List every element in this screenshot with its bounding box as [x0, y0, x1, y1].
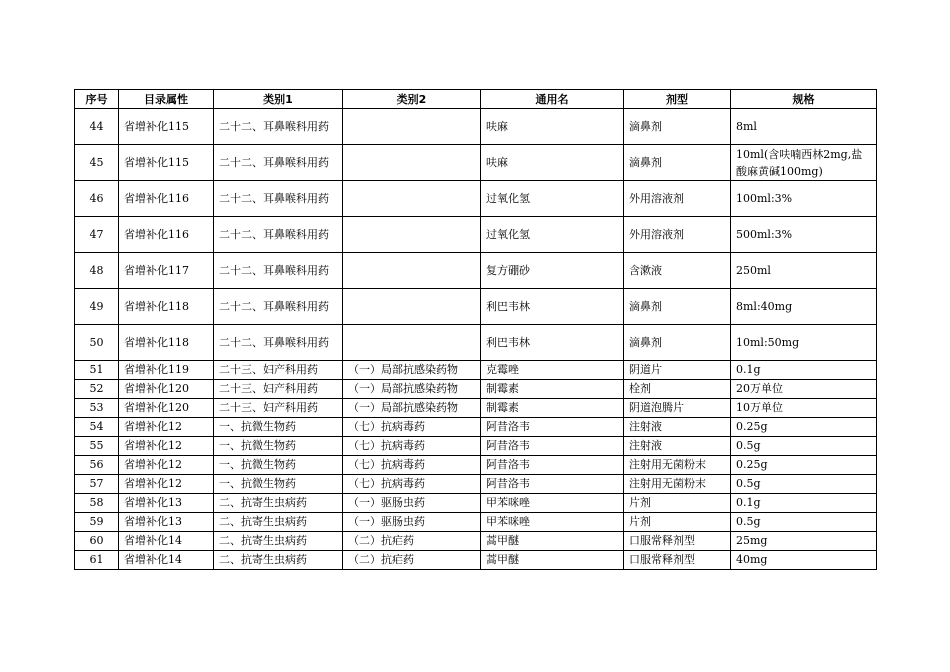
cell-category-1: 二、抗寄生虫病药: [214, 532, 343, 551]
cell-dosage-form: 栓剂: [624, 380, 731, 399]
cell-generic-name: 复方硼砂: [481, 253, 624, 289]
cell-generic-name: 制霉素: [481, 399, 624, 418]
cell-category-2: [343, 253, 481, 289]
table-row: [75, 494, 877, 513]
cell-generic-name: 克霉唑: [481, 361, 624, 380]
cell-specification: 20万单位: [731, 380, 877, 399]
cell-category-1: 二、抗寄生虫病药: [214, 513, 343, 532]
cell-generic-name: 阿昔洛韦: [481, 437, 624, 456]
cell-catalog-attribute: 省增补化116: [119, 181, 214, 217]
cell-index: 55: [75, 437, 119, 456]
cell-category-1: 一、抗微生物药: [214, 475, 343, 494]
cell-catalog-attribute: 省增补化118: [119, 289, 214, 325]
cell-generic-name: 阿昔洛韦: [481, 456, 624, 475]
cell-category-1: 一、抗微生物药: [214, 418, 343, 437]
table-row: [75, 109, 877, 145]
cell-category-2: [343, 289, 481, 325]
table-row: [75, 325, 877, 361]
header-index: 序号: [75, 90, 119, 109]
cell-category-1: 二十二、耳鼻喉科用药: [214, 109, 343, 145]
cell-category-2: （一）驱肠虫药: [343, 513, 481, 532]
cell-category-2: （七）抗病毒药: [343, 456, 481, 475]
cell-specification: 0.1g: [731, 361, 877, 380]
cell-index: 45: [75, 145, 119, 181]
cell-index: 61: [75, 551, 119, 570]
cell-generic-name: 呋麻: [481, 109, 624, 145]
cell-specification: 0.5g: [731, 475, 877, 494]
cell-catalog-attribute: 省增补化115: [119, 145, 214, 181]
cell-dosage-form: 注射液: [624, 437, 731, 456]
cell-category-2: [343, 181, 481, 217]
cell-category-2: [343, 217, 481, 253]
cell-dosage-form: 口服常释剂型: [624, 532, 731, 551]
cell-specification: 0.25g: [731, 418, 877, 437]
cell-category-2: （一）驱肠虫药: [343, 494, 481, 513]
cell-catalog-attribute: 省增补化12: [119, 456, 214, 475]
cell-specification: 0.25g: [731, 456, 877, 475]
cell-dosage-form: 片剂: [624, 494, 731, 513]
table-row: [75, 475, 877, 494]
cell-category-2: （一）局部抗感染药物: [343, 399, 481, 418]
cell-category-2: （一）局部抗感染药物: [343, 361, 481, 380]
header-specification: 规格: [731, 90, 877, 109]
cell-generic-name: 蒿甲醚: [481, 532, 624, 551]
table-row: [75, 399, 877, 418]
cell-category-1: 二十二、耳鼻喉科用药: [214, 217, 343, 253]
cell-index: 51: [75, 361, 119, 380]
table-row: [75, 217, 877, 253]
cell-dosage-form: 注射液: [624, 418, 731, 437]
header-category-1: 类别1: [214, 90, 343, 109]
table-row: [75, 380, 877, 399]
cell-catalog-attribute: 省增补化120: [119, 380, 214, 399]
cell-dosage-form: 片剂: [624, 513, 731, 532]
cell-category-2: （一）局部抗感染药物: [343, 380, 481, 399]
cell-specification: 10万单位: [731, 399, 877, 418]
table-row: [75, 456, 877, 475]
cell-category-1: 二十二、耳鼻喉科用药: [214, 145, 343, 181]
cell-category-1: 二十二、耳鼻喉科用药: [214, 325, 343, 361]
cell-dosage-form: 滴鼻剂: [624, 325, 731, 361]
cell-generic-name: 蒿甲醚: [481, 551, 624, 570]
cell-category-1: 二十三、妇产科用药: [214, 380, 343, 399]
cell-catalog-attribute: 省增补化12: [119, 437, 214, 456]
cell-generic-name: 利巴韦林: [481, 325, 624, 361]
cell-catalog-attribute: 省增补化118: [119, 325, 214, 361]
cell-specification: 8ml:40mg: [731, 289, 877, 325]
cell-generic-name: 甲苯咪唑: [481, 494, 624, 513]
header-generic-name: 通用名: [481, 90, 624, 109]
cell-category-2: （二）抗疟药: [343, 551, 481, 570]
table-row: [75, 289, 877, 325]
cell-dosage-form: 滴鼻剂: [624, 109, 731, 145]
cell-category-1: 二十三、妇产科用药: [214, 361, 343, 380]
cell-index: 54: [75, 418, 119, 437]
cell-specification: 0.5g: [731, 437, 877, 456]
cell-index: 60: [75, 532, 119, 551]
cell-dosage-form: 口服常释剂型: [624, 551, 731, 570]
cell-catalog-attribute: 省增补化13: [119, 513, 214, 532]
cell-index: 59: [75, 513, 119, 532]
table-row: [75, 418, 877, 437]
table-row: [75, 253, 877, 289]
table-row: [75, 437, 877, 456]
cell-category-2: [343, 145, 481, 181]
cell-generic-name: 制霉素: [481, 380, 624, 399]
cell-index: 52: [75, 380, 119, 399]
table-header-row: [75, 90, 877, 109]
cell-index: 48: [75, 253, 119, 289]
cell-index: 46: [75, 181, 119, 217]
cell-category-2: （二）抗疟药: [343, 532, 481, 551]
cell-catalog-attribute: 省增补化119: [119, 361, 214, 380]
table-row: [75, 532, 877, 551]
cell-generic-name: 甲苯咪唑: [481, 513, 624, 532]
cell-index: 49: [75, 289, 119, 325]
cell-generic-name: 过氧化氢: [481, 217, 624, 253]
cell-catalog-attribute: 省增补化12: [119, 475, 214, 494]
cell-catalog-attribute: 省增补化115: [119, 109, 214, 145]
cell-category-1: 二十二、耳鼻喉科用药: [214, 289, 343, 325]
header-category-2: 类别2: [343, 90, 481, 109]
cell-catalog-attribute: 省增补化120: [119, 399, 214, 418]
cell-index: 47: [75, 217, 119, 253]
cell-index: 53: [75, 399, 119, 418]
cell-dosage-form: 滴鼻剂: [624, 289, 731, 325]
table-row: [75, 181, 877, 217]
cell-generic-name: 阿昔洛韦: [481, 475, 624, 494]
cell-specification: 10ml:50mg: [731, 325, 877, 361]
cell-index: 57: [75, 475, 119, 494]
cell-specification: 0.1g: [731, 494, 877, 513]
cell-index: 44: [75, 109, 119, 145]
cell-category-2: （七）抗病毒药: [343, 418, 481, 437]
cell-category-1: 二十三、妇产科用药: [214, 399, 343, 418]
cell-category-1: 一、抗微生物药: [214, 456, 343, 475]
cell-catalog-attribute: 省增补化12: [119, 418, 214, 437]
cell-specification: 40mg: [731, 551, 877, 570]
cell-index: 58: [75, 494, 119, 513]
cell-catalog-attribute: 省增补化116: [119, 217, 214, 253]
cell-index: 56: [75, 456, 119, 475]
cell-category-1: 二、抗寄生虫病药: [214, 494, 343, 513]
cell-specification: 100ml:3%: [731, 181, 877, 217]
cell-specification: 250ml: [731, 253, 877, 289]
cell-category-2: [343, 325, 481, 361]
table-row: [75, 361, 877, 380]
cell-generic-name: 过氧化氢: [481, 181, 624, 217]
cell-dosage-form: 阴道泡腾片: [624, 399, 731, 418]
cell-specification: 8ml: [731, 109, 877, 145]
cell-catalog-attribute: 省增补化14: [119, 532, 214, 551]
cell-category-1: 一、抗微生物药: [214, 437, 343, 456]
cell-catalog-attribute: 省增补化14: [119, 551, 214, 570]
cell-dosage-form: 含漱液: [624, 253, 731, 289]
cell-specification: 25mg: [731, 532, 877, 551]
drug-catalog-table: [74, 89, 877, 570]
cell-dosage-form: 外用溶液剂: [624, 217, 731, 253]
cell-dosage-form: 注射用无菌粉末: [624, 456, 731, 475]
cell-catalog-attribute: 省增补化117: [119, 253, 214, 289]
header-dosage-form: 剂型: [624, 90, 731, 109]
cell-dosage-form: 注射用无菌粉末: [624, 475, 731, 494]
cell-specification: 0.5g: [731, 513, 877, 532]
table-row: [75, 145, 877, 181]
cell-category-2: （七）抗病毒药: [343, 437, 481, 456]
cell-category-1: 二十二、耳鼻喉科用药: [214, 253, 343, 289]
cell-dosage-form: 滴鼻剂: [624, 145, 731, 181]
table-body: [75, 109, 877, 570]
table-row: [75, 551, 877, 570]
cell-dosage-form: 外用溶液剂: [624, 181, 731, 217]
cell-category-1: 二、抗寄生虫病药: [214, 551, 343, 570]
cell-category-2: [343, 109, 481, 145]
cell-generic-name: 利巴韦林: [481, 289, 624, 325]
cell-catalog-attribute: 省增补化13: [119, 494, 214, 513]
cell-generic-name: 阿昔洛韦: [481, 418, 624, 437]
cell-specification: 10ml(含呋喃西林2mg,盐酸麻黄碱100mg): [731, 145, 877, 181]
cell-generic-name: 呋麻: [481, 145, 624, 181]
cell-specification: 500ml:3%: [731, 217, 877, 253]
table-row: [75, 513, 877, 532]
cell-index: 50: [75, 325, 119, 361]
cell-category-2: （七）抗病毒药: [343, 475, 481, 494]
cell-category-1: 二十二、耳鼻喉科用药: [214, 181, 343, 217]
header-catalog-attribute: 目录属性: [119, 90, 214, 109]
cell-dosage-form: 阴道片: [624, 361, 731, 380]
